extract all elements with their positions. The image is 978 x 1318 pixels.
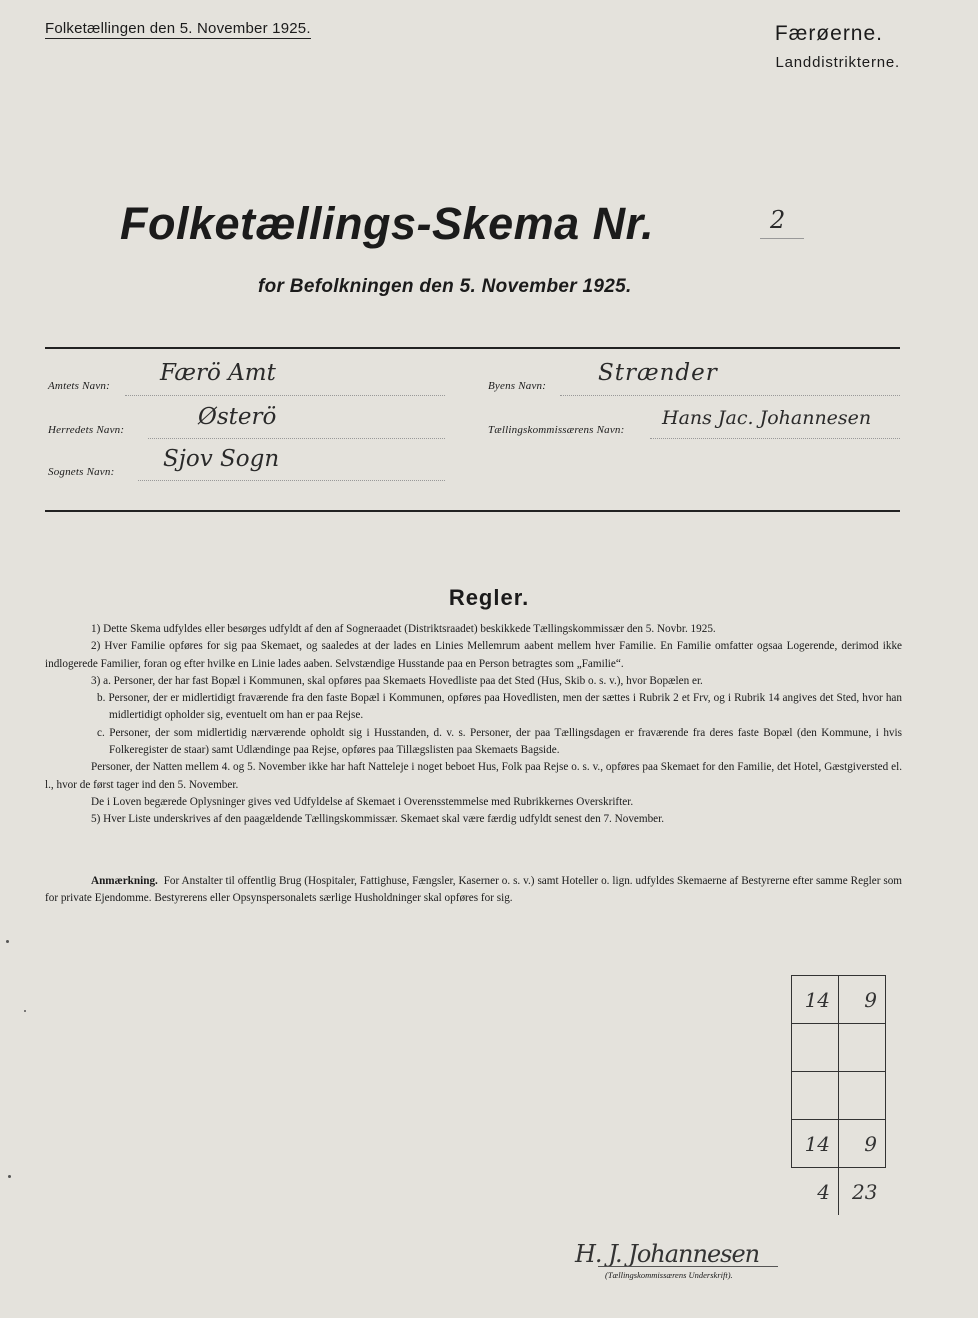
remark-text: For Anstalter til offentlig Brug (Hospitaler, Fattighuse, Fængsler, Kaserner o. s. v.) samt Hoteller o. lign. udfyldes Skemaerne af Bestyrerne efter samme Regler som for private Ejendomme. Bestyrerens eller Opsynspersonalets særlige Husholdninger skal opføres for sig. [45, 875, 902, 905]
amt-value: Færö Amt [160, 360, 276, 386]
amt-line [125, 395, 445, 396]
tally-cell: 14 [792, 976, 839, 1024]
form-number-line [760, 238, 804, 239]
form-title: Folketællings-Skema Nr. [120, 198, 655, 249]
rule-3b: b. Personer, der er midlertidigt fraværende fra den faste Bopæl i Kommunen, opføres paa Hovedlisten, men der sættes i Rubrik 2 et Frv, og i Rubrik 14 angives det Sted, hvor han midlertidigt opholder sig, eventuelt om han er paa Rejse. [97, 692, 902, 722]
rule-4: De i Loven begærede Oplysninger gives ved Udfyldelse af Skemaet i Overensstemmelse med Rubrikkernes Overskrifter. [91, 795, 634, 808]
tally-row [792, 1120, 886, 1168]
tally-total-row [792, 1168, 886, 1216]
tally-cell: 9 [839, 976, 886, 1024]
by-label: Byens Navn: [488, 380, 547, 392]
amt-label: Amtets Navn: [48, 380, 110, 392]
rule-3d: Personer, der Natten mellem 4. og 5. November ikke har haft Natteleje i noget beboet Hus, Folk paa Rejse o. s. v., opføres paa Skemaet for den Familie, det Hotel, Gæstgiversted el. l., hvor de først tager ind den 5. November. [45, 761, 902, 791]
signature-line [598, 1266, 778, 1267]
by-line [560, 395, 900, 396]
tally-cell [839, 1072, 886, 1120]
tally-total-cell: 4 [792, 1168, 839, 1216]
rule-2: 2) Hver Familie opføres for sig paa Skemaet, og saaledes at der lades en Linies Mellemrum aabent mellem hver Familie. En Familie omfatter ogsaa Logerende, derimod ikke indlogerede Familier, foran og efter hvilke en Linie lades aaben. Selvstændige Husstande paa en Person betragtes som „Familie“. [45, 640, 902, 670]
tally-row [792, 976, 886, 1024]
herred-value: Østerö [198, 404, 277, 430]
by-value: Strænder [598, 360, 718, 386]
herred-label: Herredets Navn: [48, 424, 125, 436]
remark-label: Anmærkning. [91, 875, 158, 887]
tally-cell [792, 1024, 839, 1072]
herred-line [148, 438, 445, 439]
form-subtitle: for Befolkningen den 5. November 1925. [258, 276, 632, 297]
region-name: Færøerne. [774, 22, 883, 45]
tally-total-cell: 23 [839, 1168, 886, 1216]
tally-row [792, 1024, 886, 1072]
kommissaer-label: Tællingskommissærens Navn: [488, 424, 625, 436]
district-type: Landdistrikterne. [775, 54, 900, 71]
tally-cell: 9 [839, 1120, 886, 1168]
tally-cell [839, 1024, 886, 1072]
rules-heading: Regler. [448, 585, 530, 610]
signature-value: H. J. Johannesen [575, 1240, 760, 1268]
kommissaer-value: Hans Jac. Johannesen [662, 407, 872, 429]
paper-speck [8, 1175, 11, 1178]
rules-text [45, 621, 902, 829]
sogn-value: Sjov Sogn [163, 446, 280, 472]
signature-caption: (Tællingskommissærens Underskrift). [605, 1270, 733, 1280]
top-divider [45, 347, 900, 349]
rule-3a: 3) a. Personer, der har fast Bopæl i Kommunen, skal opføres paa Skemaets Hovedliste paa det Sted (Hus, Skib o. s. v.), hvor Bopælen er. [91, 674, 703, 687]
sogn-label: Sognets Navn: [48, 466, 115, 478]
rule-1: 1) Dette Skema udfyldes eller besørges udfyldt af den af Sogneraadet (Distriktsraadet) beskikkede Tællingskommissær den 5. Novbr. 1925. [91, 623, 716, 635]
tally-cell: 14 [792, 1120, 839, 1168]
rule-5: 5) Hver Liste underskrives af den paagældende Tællingskommissær. Skemaet skal være færdig udfyldt senest den 7. November. [91, 813, 665, 826]
kommissaer-line [650, 438, 900, 439]
paper-speck [6, 940, 9, 943]
rule-3c: c. Personer, der som midlertidig nærværende opholdt sig i Husstanden, d. v. s. Personer, der paa Tællingsdagen er fraværende fra deres faste Bopæl (den Kommune, i hvis Folkeregister de staar) samt Udlændinge paa Rejse, opføres paa Tillægslisten paa Skemaets Bagside. [97, 726, 902, 757]
sogn-line [138, 480, 445, 481]
paper-speck [24, 1010, 26, 1012]
tally-box [791, 975, 886, 1211]
tally-row [792, 1072, 886, 1120]
bottom-divider [45, 510, 900, 512]
census-date-header: Folketællingen den 5. November 1925. [45, 20, 311, 37]
remark-block [45, 873, 902, 908]
form-number: 2 [770, 206, 786, 234]
tally-cell [792, 1072, 839, 1120]
